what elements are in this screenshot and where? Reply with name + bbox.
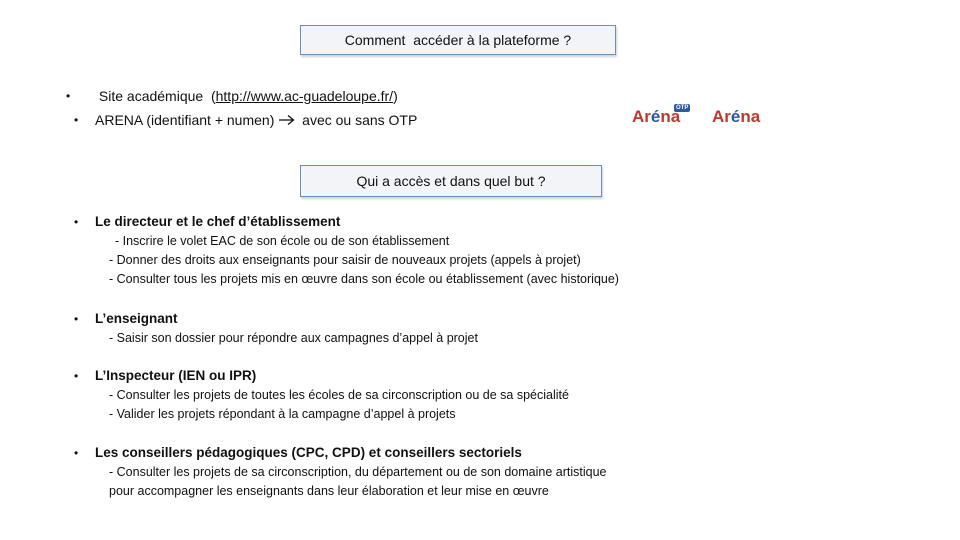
who-title: Qui a accès et dans quel but ? xyxy=(356,173,546,189)
role-title: L’Inspecteur (IEN ou IPR) xyxy=(95,368,257,383)
site-academique-line xyxy=(95,87,398,105)
bullet-dot: • xyxy=(74,113,79,127)
role-line: - Inscrire le volet EAC de son école ou de son établissement xyxy=(115,234,450,248)
role-line: - Valider les projets répondant à la campagne d’appel à projets xyxy=(109,407,456,421)
access-title: Comment accéder à la plateforme ? xyxy=(344,32,572,48)
role-line: - Consulter tous les projets mis en œuvre dans son école ou établissement (avec historique) xyxy=(109,272,619,286)
arena-otp-logo xyxy=(632,107,680,127)
role-title: L’enseignant xyxy=(95,311,178,326)
bullet-dot: • xyxy=(74,215,79,229)
role-line: - Consulter les projets de sa circonscription, du département ou de son domaine artistique xyxy=(109,465,607,479)
site-label: Site académique ( xyxy=(95,88,216,104)
access-title-box xyxy=(300,25,616,55)
arena-line xyxy=(95,111,417,130)
arena-logo-text: Aréna xyxy=(712,107,761,126)
bullet-dot: • xyxy=(74,369,79,383)
arena-logo xyxy=(712,107,760,127)
arena-logo-text: Aréna xyxy=(632,107,681,126)
site-link[interactable]: http://www.ac-guadeloupe.fr/ xyxy=(215,88,394,104)
otp-badge: OTP xyxy=(676,105,689,111)
role-title: Les conseillers pédagogiques (CPC, CPD) et conseillers sectoriels xyxy=(95,445,522,460)
role-line: pour accompagner les enseignants dans leur élaboration et leur mise en œuvre xyxy=(109,484,549,498)
role-line: - Donner des droits aux enseignants pour saisir de nouveaux projets (appels à projet) xyxy=(109,253,581,267)
arena-text: ARENA (identifiant + numen) xyxy=(95,112,275,128)
bullet-dot: • xyxy=(66,89,71,103)
arrow-right-icon xyxy=(278,112,298,130)
arena-after: avec ou sans OTP xyxy=(298,112,418,128)
role-line: - Consulter les projets de toutes les écoles de sa circonscription ou de sa spécialité xyxy=(109,388,569,402)
who-title-box xyxy=(300,165,602,197)
bullet-dot: • xyxy=(74,312,79,326)
role-line: - Saisir son dossier pour répondre aux campagnes d’appel à projet xyxy=(109,331,478,345)
bullet-dot: • xyxy=(74,446,79,460)
site-close: ) xyxy=(393,88,398,104)
role-title: Le directeur et le chef d’établissement xyxy=(95,214,341,229)
